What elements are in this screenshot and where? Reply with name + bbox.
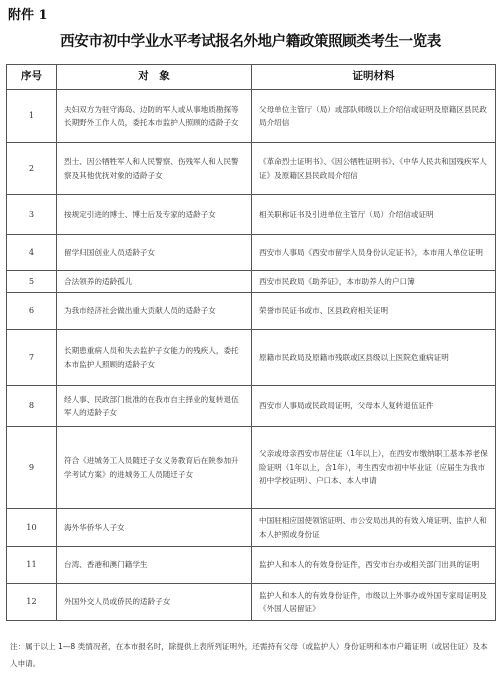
table-row [7,427,496,509]
row-material: 西安市人事局《西安市留学人员身份认定证书》，本市用人单位证明 [252,235,496,271]
attachment-label: 附件 1 [8,8,48,23]
row-number: 9 [7,427,57,509]
row-material: 荣誉市民证书或市、区县政府相关证明 [252,293,496,330]
row-object: 海外华侨华人子女 [57,509,252,547]
row-object: 经人事、民政部门批准的在我市自主择业的复转退伍军人的适龄子女 [57,386,252,427]
row-object: 烈士、因公牺牲军人和人民警察、伤残军人和人民警察及其他优抚对象的适龄子女 [57,143,252,195]
footnote: 注：属于以上 1—8 类情况者，在本市报名时，除提供上表所列证明外，还需持有父母（或监护人）身份证明和本市户籍证明（或居住证）及本人申请。 [10,642,488,668]
row-number: 11 [7,547,57,584]
row-number: 2 [7,143,57,195]
row-object: 外国外交人员或侨民的适龄子女 [57,584,252,621]
row-material: 父亲或母亲西安市居住证（1年以上），在西安市缴纳职工基本养老保险证明（1年以上，含1年），考生西安市初中毕业证（应届生为我市初中学校证明）、户口本、本人申请 [252,427,496,509]
row-material: 原籍市民政局及原籍市残联或区县级以上医院危重病证明 [252,330,496,386]
row-material: 监护人和本人的有效身份证件，西安市台办或相关部门出具的证明 [252,547,496,584]
row-object: 合法领养的适龄孤儿 [57,271,252,293]
table-row [7,143,496,195]
row-object: 台湾、香港和澳门籍学生 [57,547,252,584]
table-row [7,386,496,427]
row-material: 西安市民政局《助养证》，本市助养人的户口簿 [252,271,496,293]
table-row [7,330,496,386]
row-object: 按规定引进的博士、博士后及专家的适龄子女 [57,195,252,235]
row-material: 相关职称证书及引进单位主管厅（局）介绍信或证明 [252,195,496,235]
header-object: 对 象 [57,65,252,90]
row-object: 夫妇双方为驻守海岛、边防的军人或从事地质勘探等长期野外工作人员，委托本市监护人照顾的适龄子女 [57,90,252,143]
table-row [7,195,496,235]
row-number: 8 [7,386,57,427]
table-row [7,293,496,330]
table-row [7,235,496,271]
row-material: 监护人和本人的有效身份证件，市级以上外事办或外国专家局证明及《外国人居留证》 [252,584,496,621]
row-material: 中国驻相应国使领馆证明、市公安局出具的有效入境证明、监护人和本人护照或身份证 [252,509,496,547]
row-object: 符合《进城务工人员随迁子女义务教育后在陕参加升学考试方案》的进城务工人员随迁子女 [57,427,252,509]
page-title: 西安市初中学业水平考试报名外地户籍政策照顾类考生一览表 [60,33,441,50]
row-object: 长期患重病人员和失去监护子女能力的残疾人，委托本市监护人照顾的适龄子女 [57,330,252,386]
row-number: 12 [7,584,57,621]
table-row [7,509,496,547]
row-material: 《革命烈士证明书》、《因公牺牲证明书》、《中华人民共和国残疾军人证》及原籍区县民政局介绍信 [252,143,496,195]
row-object: 留学归国创业人员适龄子女 [57,235,252,271]
table-row [7,271,496,293]
row-number: 10 [7,509,57,547]
table-row [7,90,496,143]
row-material: 西安市人事局或民政局证明，父母本人复转退伍证件 [252,386,496,427]
row-number: 1 [7,90,57,143]
row-number: 7 [7,330,57,386]
header-material: 证明材料 [252,65,496,90]
row-number: 4 [7,235,57,271]
row-number: 5 [7,271,57,293]
policy-table [6,64,496,621]
row-object: 为我市经济社会做出重大贡献人员的适龄子女 [57,293,252,330]
row-number: 3 [7,195,57,235]
header-number: 序号 [7,65,57,90]
row-material: 父母单位主管厅（局）或部队师级以上介绍信或证明及原籍区县民政局介绍信 [252,90,496,143]
row-number: 6 [7,293,57,330]
table-row [7,584,496,621]
table-row [7,547,496,584]
table-header-row [7,65,496,90]
